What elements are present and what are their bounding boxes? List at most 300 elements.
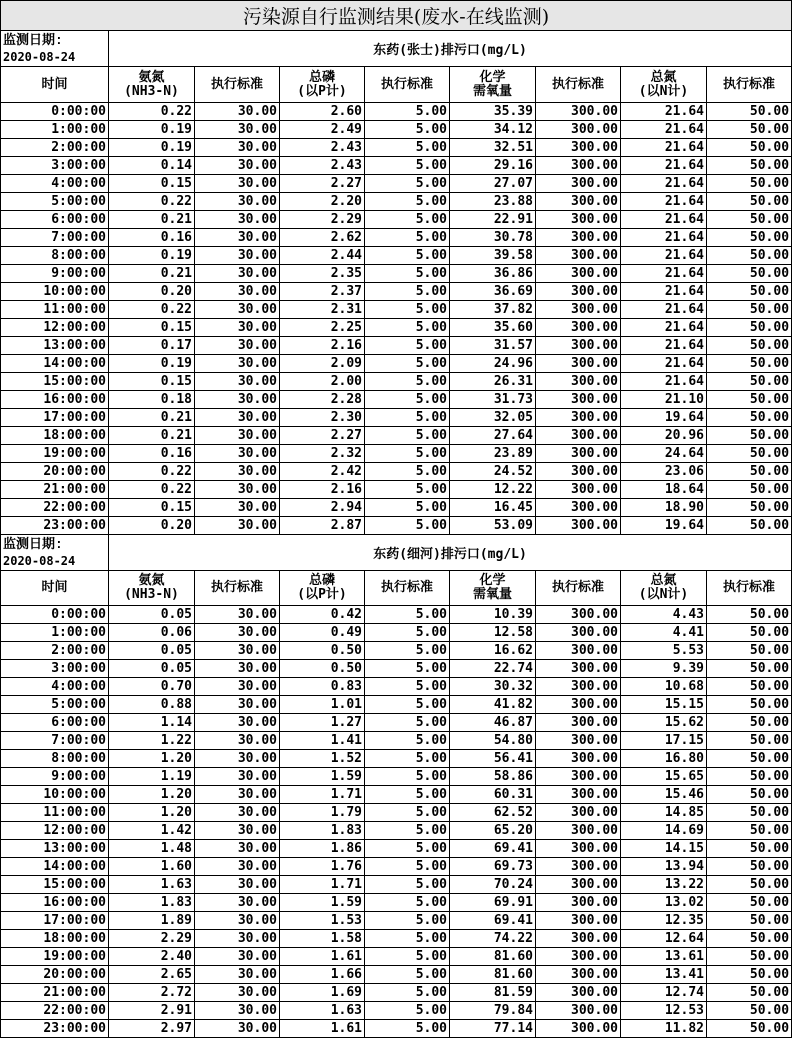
value-cell: 30.00 [195,1002,280,1020]
value-cell: 2.27 [280,175,365,193]
value-cell: 50.00 [707,912,792,930]
value-cell: 300.00 [536,894,621,912]
value-cell: 23.06 [621,463,707,481]
value-cell: 300.00 [536,427,621,445]
value-cell: 300.00 [536,211,621,229]
value-cell: 300.00 [536,984,621,1002]
column-header: 化学 需氧量 [450,67,536,103]
table-row [1,696,792,714]
value-cell: 2.87 [280,517,365,535]
table-row [1,211,792,229]
table-row [1,624,792,642]
value-cell: 2.43 [280,157,365,175]
value-cell: 12.35 [621,912,707,930]
value-cell: 4.43 [621,606,707,624]
value-cell: 30.00 [195,337,280,355]
value-cell: 5.00 [365,265,450,283]
table-row [1,139,792,157]
value-cell: 5.00 [365,1002,450,1020]
table-row [1,732,792,750]
value-cell: 2.32 [280,445,365,463]
value-cell: 5.00 [365,283,450,301]
table-row [1,858,792,876]
column-header: 总磷 (以P计) [280,571,365,606]
value-cell: 10.68 [621,678,707,696]
table-row [1,391,792,409]
value-cell: 12.58 [450,624,536,642]
time-cell: 19:00:00 [1,445,109,463]
value-cell: 30.00 [195,606,280,624]
table-row [1,642,792,660]
value-cell: 50.00 [707,391,792,409]
value-cell: 2.65 [109,966,195,984]
table-row [1,930,792,948]
value-cell: 30.00 [195,624,280,642]
value-cell: 13.22 [621,876,707,894]
value-cell: 30.00 [195,804,280,822]
table-row [1,894,792,912]
value-cell: 0.50 [280,642,365,660]
value-cell: 50.00 [707,858,792,876]
value-cell: 2.44 [280,247,365,265]
value-cell: 2.35 [280,265,365,283]
value-cell: 5.00 [365,247,450,265]
value-cell: 1.20 [109,804,195,822]
value-cell: 5.00 [365,211,450,229]
value-cell: 300.00 [536,247,621,265]
value-cell: 5.00 [365,517,450,535]
value-cell: 2.31 [280,301,365,319]
table-row [1,804,792,822]
value-cell: 5.00 [365,750,450,768]
value-cell: 5.00 [365,319,450,337]
value-cell: 9.39 [621,660,707,678]
value-cell: 21.10 [621,391,707,409]
value-cell: 30.00 [195,912,280,930]
value-cell: 1.66 [280,966,365,984]
value-cell: 4.41 [621,624,707,642]
value-cell: 22.91 [450,211,536,229]
value-cell: 39.58 [450,247,536,265]
value-cell: 0.22 [109,301,195,319]
value-cell: 2.30 [280,409,365,427]
value-cell: 50.00 [707,1002,792,1020]
value-cell: 21.64 [621,211,707,229]
time-cell: 3:00:00 [1,660,109,678]
value-cell: 5.00 [365,606,450,624]
value-cell: 30.00 [195,894,280,912]
value-cell: 2.42 [280,463,365,481]
time-cell: 19:00:00 [1,948,109,966]
value-cell: 1.60 [109,858,195,876]
value-cell: 21.64 [621,265,707,283]
value-cell: 300.00 [536,696,621,714]
value-cell: 50.00 [707,463,792,481]
value-cell: 30.78 [450,229,536,247]
value-cell: 17.15 [621,732,707,750]
time-cell: 8:00:00 [1,247,109,265]
value-cell: 50.00 [707,822,792,840]
value-cell: 5.00 [365,409,450,427]
value-cell: 0.14 [109,157,195,175]
value-cell: 50.00 [707,301,792,319]
column-header: 总氮 (以N计) [621,571,707,606]
table-row [1,660,792,678]
value-cell: 50.00 [707,624,792,642]
value-cell: 13.41 [621,966,707,984]
value-cell: 35.39 [450,103,536,121]
value-cell: 5.00 [365,966,450,984]
table-row [1,247,792,265]
value-cell: 1.01 [280,696,365,714]
value-cell: 50.00 [707,1020,792,1038]
time-cell: 13:00:00 [1,840,109,858]
value-cell: 5.00 [365,337,450,355]
column-header: 执行标准 [195,67,280,103]
value-cell: 0.22 [109,481,195,499]
value-cell: 21.64 [621,139,707,157]
value-cell: 1.20 [109,786,195,804]
time-cell: 6:00:00 [1,211,109,229]
value-cell: 81.60 [450,966,536,984]
section-header-row [1,31,792,67]
table-row [1,409,792,427]
column-header: 执行标准 [707,571,792,606]
value-cell: 0.06 [109,624,195,642]
value-cell: 5.00 [365,1020,450,1038]
value-cell: 0.05 [109,660,195,678]
value-cell: 30.00 [195,481,280,499]
value-cell: 1.20 [109,750,195,768]
table-row [1,786,792,804]
value-cell: 50.00 [707,193,792,211]
value-cell: 300.00 [536,391,621,409]
column-header: 执行标准 [195,571,280,606]
value-cell: 300.00 [536,301,621,319]
value-cell: 5.00 [365,427,450,445]
value-cell: 53.09 [450,517,536,535]
value-cell: 2.37 [280,283,365,301]
time-cell: 4:00:00 [1,175,109,193]
value-cell: 2.29 [280,211,365,229]
value-cell: 22.74 [450,660,536,678]
table-row [1,678,792,696]
value-cell: 300.00 [536,930,621,948]
value-cell: 65.20 [450,822,536,840]
value-cell: 30.00 [195,427,280,445]
value-cell: 0.18 [109,391,195,409]
value-cell: 1.69 [280,984,365,1002]
value-cell: 11.82 [621,1020,707,1038]
value-cell: 15.65 [621,768,707,786]
value-cell: 0.20 [109,283,195,301]
value-cell: 0.15 [109,373,195,391]
time-cell: 21:00:00 [1,984,109,1002]
value-cell: 21.64 [621,103,707,121]
value-cell: 50.00 [707,930,792,948]
value-cell: 30.00 [195,984,280,1002]
value-cell: 1.83 [109,894,195,912]
value-cell: 15.46 [621,786,707,804]
column-header: 总磷 (以P计) [280,67,365,103]
value-cell: 5.00 [365,948,450,966]
time-cell: 11:00:00 [1,301,109,319]
value-cell: 30.00 [195,121,280,139]
time-cell: 2:00:00 [1,139,109,157]
value-cell: 300.00 [536,355,621,373]
value-cell: 300.00 [536,1020,621,1038]
time-cell: 23:00:00 [1,1020,109,1038]
value-cell: 14.69 [621,822,707,840]
value-cell: 50.00 [707,337,792,355]
table-row [1,157,792,175]
value-cell: 30.00 [195,355,280,373]
time-cell: 8:00:00 [1,750,109,768]
value-cell: 30.00 [195,1020,280,1038]
value-cell: 74.22 [450,930,536,948]
value-cell: 1.76 [280,858,365,876]
value-cell: 0.22 [109,463,195,481]
value-cell: 23.88 [450,193,536,211]
value-cell: 37.82 [450,301,536,319]
value-cell: 58.86 [450,768,536,786]
value-cell: 50.00 [707,966,792,984]
time-cell: 2:00:00 [1,642,109,660]
section-header-row [1,535,792,571]
value-cell: 2.72 [109,984,195,1002]
table-row [1,948,792,966]
value-cell: 30.00 [195,660,280,678]
value-cell: 30.00 [195,247,280,265]
value-cell: 16.80 [621,750,707,768]
value-cell: 300.00 [536,1002,621,1020]
value-cell: 50.00 [707,427,792,445]
time-cell: 12:00:00 [1,319,109,337]
value-cell: 2.94 [280,499,365,517]
time-cell: 11:00:00 [1,804,109,822]
value-cell: 50.00 [707,768,792,786]
value-cell: 41.82 [450,696,536,714]
value-cell: 50.00 [707,840,792,858]
value-cell: 21.64 [621,193,707,211]
value-cell: 21.64 [621,373,707,391]
value-cell: 0.21 [109,265,195,283]
value-cell: 69.41 [450,912,536,930]
value-cell: 30.00 [195,786,280,804]
value-cell: 300.00 [536,768,621,786]
value-cell: 19.64 [621,409,707,427]
value-cell: 50.00 [707,499,792,517]
value-cell: 77.14 [450,1020,536,1038]
table-row [1,373,792,391]
value-cell: 30.00 [195,319,280,337]
value-cell: 30.00 [195,876,280,894]
value-cell: 0.19 [109,139,195,157]
value-cell: 2.91 [109,1002,195,1020]
value-cell: 0.19 [109,121,195,139]
value-cell: 30.00 [195,966,280,984]
table-row [1,966,792,984]
table-row [1,912,792,930]
value-cell: 300.00 [536,103,621,121]
value-cell: 30.00 [195,157,280,175]
value-cell: 300.00 [536,265,621,283]
value-cell: 5.00 [365,912,450,930]
value-cell: 2.27 [280,427,365,445]
value-cell: 0.15 [109,499,195,517]
value-cell: 0.70 [109,678,195,696]
value-cell: 300.00 [536,121,621,139]
value-cell: 5.00 [365,642,450,660]
value-cell: 50.00 [707,355,792,373]
value-cell: 1.63 [280,1002,365,1020]
value-cell: 50.00 [707,678,792,696]
value-cell: 50.00 [707,121,792,139]
value-cell: 0.22 [109,103,195,121]
value-cell: 5.00 [365,624,450,642]
value-cell: 50.00 [707,732,792,750]
time-cell: 16:00:00 [1,894,109,912]
value-cell: 1.59 [280,894,365,912]
time-cell: 10:00:00 [1,786,109,804]
value-cell: 29.16 [450,157,536,175]
value-cell: 69.91 [450,894,536,912]
value-cell: 5.00 [365,786,450,804]
value-cell: 16.62 [450,642,536,660]
time-cell: 3:00:00 [1,157,109,175]
column-header-row [1,571,792,606]
value-cell: 5.00 [365,499,450,517]
time-cell: 15:00:00 [1,373,109,391]
value-cell: 31.57 [450,337,536,355]
time-cell: 20:00:00 [1,463,109,481]
value-cell: 2.00 [280,373,365,391]
value-cell: 5.00 [365,373,450,391]
value-cell: 300.00 [536,606,621,624]
value-cell: 0.16 [109,445,195,463]
value-cell: 15.15 [621,696,707,714]
value-cell: 50.00 [707,786,792,804]
value-cell: 5.00 [365,121,450,139]
time-cell: 0:00:00 [1,606,109,624]
time-cell: 9:00:00 [1,768,109,786]
value-cell: 0.42 [280,606,365,624]
time-cell: 1:00:00 [1,624,109,642]
value-cell: 300.00 [536,283,621,301]
value-cell: 300.00 [536,642,621,660]
column-header: 执行标准 [365,571,450,606]
value-cell: 20.96 [621,427,707,445]
time-cell: 15:00:00 [1,876,109,894]
value-cell: 5.00 [365,157,450,175]
value-cell: 300.00 [536,139,621,157]
value-cell: 0.05 [109,642,195,660]
value-cell: 1.61 [280,1020,365,1038]
value-cell: 300.00 [536,714,621,732]
value-cell: 14.85 [621,804,707,822]
value-cell: 50.00 [707,211,792,229]
value-cell: 2.16 [280,481,365,499]
value-cell: 30.00 [195,103,280,121]
value-cell: 50.00 [707,283,792,301]
value-cell: 27.07 [450,175,536,193]
value-cell: 2.20 [280,193,365,211]
table-row [1,193,792,211]
table-row [1,463,792,481]
value-cell: 5.00 [365,822,450,840]
value-cell: 300.00 [536,193,621,211]
value-cell: 5.00 [365,696,450,714]
table-row [1,337,792,355]
time-cell: 5:00:00 [1,696,109,714]
column-header: 执行标准 [365,67,450,103]
table-row [1,121,792,139]
table-row [1,822,792,840]
value-cell: 50.00 [707,445,792,463]
time-cell: 17:00:00 [1,912,109,930]
value-cell: 21.64 [621,157,707,175]
value-cell: 5.00 [365,714,450,732]
value-cell: 30.00 [195,193,280,211]
value-cell: 5.00 [365,930,450,948]
value-cell: 50.00 [707,642,792,660]
value-cell: 10.39 [450,606,536,624]
table-row [1,445,792,463]
value-cell: 2.25 [280,319,365,337]
value-cell: 300.00 [536,229,621,247]
value-cell: 0.17 [109,337,195,355]
value-cell: 30.00 [195,858,280,876]
time-cell: 4:00:00 [1,678,109,696]
value-cell: 300.00 [536,822,621,840]
value-cell: 300.00 [536,804,621,822]
value-cell: 62.52 [450,804,536,822]
value-cell: 26.31 [450,373,536,391]
table-row [1,714,792,732]
value-cell: 2.29 [109,930,195,948]
value-cell: 5.00 [365,481,450,499]
value-cell: 50.00 [707,984,792,1002]
value-cell: 5.00 [365,732,450,750]
value-cell: 1.42 [109,822,195,840]
value-cell: 21.64 [621,301,707,319]
value-cell: 30.00 [195,948,280,966]
table-row [1,750,792,768]
time-cell: 23:00:00 [1,517,109,535]
value-cell: 30.00 [195,499,280,517]
value-cell: 1.71 [280,786,365,804]
value-cell: 24.52 [450,463,536,481]
time-cell: 7:00:00 [1,229,109,247]
value-cell: 50.00 [707,139,792,157]
value-cell: 18.90 [621,499,707,517]
value-cell: 2.09 [280,355,365,373]
time-cell: 14:00:00 [1,858,109,876]
value-cell: 50.00 [707,265,792,283]
value-cell: 1.58 [280,930,365,948]
monitoring-date [1,31,109,67]
value-cell: 50.00 [707,517,792,535]
value-cell: 30.00 [195,409,280,427]
value-cell: 300.00 [536,624,621,642]
value-cell: 2.49 [280,121,365,139]
value-cell: 0.05 [109,606,195,624]
value-cell: 300.00 [536,750,621,768]
value-cell: 21.64 [621,121,707,139]
value-cell: 50.00 [707,804,792,822]
time-cell: 22:00:00 [1,1002,109,1020]
column-header: 执行标准 [707,67,792,103]
